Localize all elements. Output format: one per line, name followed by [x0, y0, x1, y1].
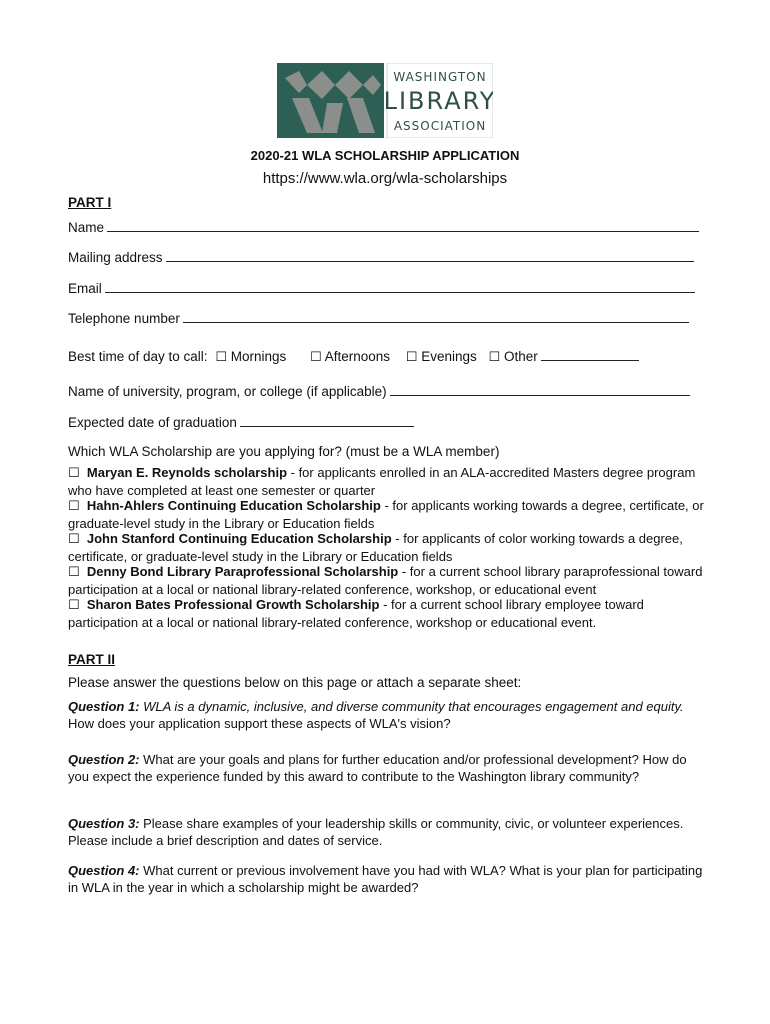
time-option-evenings[interactable]: [406, 349, 477, 365]
question-text: What current or previous involvement have you had with WLA? What is your plan for participating in WLA in the year in which a scholarship might be awarded?: [68, 863, 703, 895]
question-4: [68, 862, 708, 896]
time-option-label: Evenings: [421, 349, 477, 364]
form-title: 2020-21 WLA SCHOLARSHIP APPLICATION: [250, 148, 520, 163]
scholarship-desc: - for applicants enrolled in an ALA-accredited Masters degree program who have completed at least one semester or quarter: [68, 465, 696, 498]
question-label: Question 4:: [68, 863, 140, 878]
checkbox-icon[interactable]: ☐: [68, 532, 80, 547]
time-option-other[interactable]: [489, 347, 639, 365]
mailing-label: Mailing address: [68, 250, 163, 265]
graduation-label: Expected date of graduation: [68, 415, 237, 430]
graduation-field-row: [68, 413, 414, 430]
scholarship-desc: - for applicants of color working towards a degree, certificate, or graduate-level study in the Library or Education fields: [68, 531, 683, 564]
scholarship-desc: - for a current school library employee toward participation at a local or national library-related conference, workshop or educational event.: [68, 597, 644, 630]
checkbox-icon[interactable]: ☐: [68, 565, 80, 580]
question-3: [68, 815, 708, 849]
best-time-row: [68, 347, 639, 365]
question-1: [68, 698, 708, 732]
other-time-field[interactable]: [541, 347, 639, 361]
checkbox-icon[interactable]: ☐: [405, 350, 418, 365]
part1-heading: PART I: [68, 195, 112, 210]
part2-heading: PART II: [68, 652, 115, 667]
question-text: What are your goals and plans for further education and/or professional development? How do you expect the experience funded by this award to contribute to the Washington library community?: [68, 752, 687, 784]
name-field[interactable]: [107, 218, 699, 232]
time-option-afternoons[interactable]: [310, 349, 390, 365]
scholarship-name: Denny Bond Library Paraprofessional Scholarship: [86, 564, 399, 579]
scholarship-option-bates[interactable]: [68, 597, 708, 631]
checkbox-icon[interactable]: ☐: [68, 466, 80, 481]
scholarship-url[interactable]: https://www.wla.org/wla-scholarships: [262, 170, 508, 187]
scholarship-option-bond[interactable]: [68, 564, 708, 598]
mailing-field-row: [68, 248, 694, 265]
time-option-label: Other: [503, 349, 538, 364]
university-label: Name of university, program, or college (if applicable): [68, 384, 387, 399]
best-time-label: Best time of day to call:: [68, 349, 208, 364]
logo-line2: LIBRARY: [383, 87, 493, 115]
which-scholarship-label: Which WLA Scholarship are you applying for? (must be a WLA member): [68, 444, 500, 459]
scholarship-option-stanford[interactable]: [68, 531, 708, 565]
checkbox-icon[interactable]: ☐: [68, 499, 80, 514]
part2-intro: Please answer the questions below on this page or attach a separate sheet:: [68, 675, 522, 690]
question-2: [68, 751, 708, 785]
phone-label: Telephone number: [68, 311, 180, 326]
question-label: Question 3:: [68, 816, 140, 831]
telephone-field[interactable]: [183, 309, 689, 323]
scholarship-option-reynolds[interactable]: [68, 465, 708, 499]
time-option-label: Mornings: [230, 349, 287, 364]
question-text: Please share examples of your leadership skills or community, civic, or volunteer experiences. Please include a brief description and dates of service.: [68, 816, 684, 848]
university-field-row: [68, 382, 690, 399]
question-label: Question 1:: [68, 699, 140, 714]
logo-line1: WASHINGTON: [393, 70, 487, 84]
mailing-address-field[interactable]: [166, 248, 694, 262]
name-field-row: [68, 218, 699, 235]
scholarship-name: John Stanford Continuing Education Scholarship: [86, 531, 392, 546]
wla-logo: [277, 63, 493, 138]
checkbox-icon[interactable]: ☐: [215, 350, 227, 365]
name-label: Name: [68, 220, 105, 235]
question-italic-text: WLA is a dynamic, inclusive, and diverse community that encourages engagement and equity.: [139, 699, 684, 714]
scholarship-desc: - for applicants working towards a degree, certificate, or graduate-level study in the Library or Education fields: [68, 498, 704, 531]
checkbox-icon[interactable]: ☐: [488, 350, 501, 365]
checkbox-icon[interactable]: ☐: [310, 350, 322, 365]
time-option-mornings[interactable]: [215, 349, 286, 365]
logo-line3: ASSOCIATION: [393, 119, 487, 133]
email-field-row: [68, 279, 695, 296]
scholarship-option-hahn-ahlers[interactable]: [68, 498, 708, 532]
scholarship-name: Maryan E. Reynolds scholarship: [86, 465, 288, 480]
email-field[interactable]: [105, 279, 695, 293]
time-option-label: Afternoons: [324, 349, 391, 364]
wla-logo-graphic: [277, 63, 493, 138]
graduation-field[interactable]: [240, 413, 414, 427]
question-label: Question 2:: [68, 752, 140, 767]
phone-field-row: [68, 309, 689, 326]
question-text: How does your application support these aspects of WLA's vision?: [68, 716, 451, 731]
scholarship-name: Hahn-Ahlers Continuing Education Scholarship: [86, 498, 381, 513]
university-field[interactable]: [390, 382, 690, 396]
scholarship-name: Sharon Bates Professional Growth Scholarship: [86, 597, 380, 612]
scholarship-desc: - for a current school library paraprofessional toward participation at a local or national library-related conference, workshop, or educational event: [68, 564, 703, 597]
checkbox-icon[interactable]: ☐: [68, 598, 80, 613]
email-label: Email: [68, 281, 102, 296]
